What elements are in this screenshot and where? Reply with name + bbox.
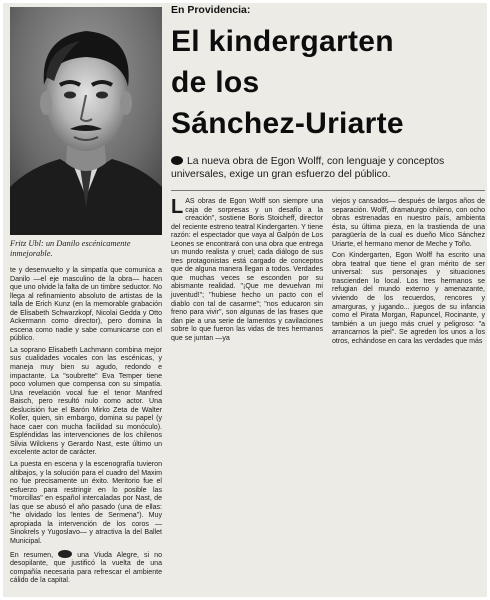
body-column-1 xyxy=(10,267,162,589)
paragraph: viejos y cansados— después de largos años de separación. Wolff, dramaturgo chileno, con ocho obras estrenadas en nuestro país, ambienta ésta, su última pieza, en la trastienda de una paragüería de la cual es dueño Mico Sánchez Uriarte, el hermano menor de Meche y Toño. xyxy=(332,198,485,248)
paragraph-start: En resumen, xyxy=(10,551,54,559)
headline-line-3: Sánchez-Uriarte xyxy=(171,107,404,140)
photo-caption: Fritz Ubl: un Danilo escénicamente inmejorable. xyxy=(10,239,131,258)
newspaper-clipping xyxy=(3,3,487,597)
paragraph: La soprano Elisabeth Lachmann combina mejor sus cualidades vocales con las escénicas, y maneja muy bien su agudo, redondo e impactante. La "soubrette" Eva Temper tiene poco volumen que compensa con su simpatía. Una revelación vocal fue el tenor Manfred Baisch, pero resultó nulo como actor. Una deslucisión fue el Barón Mirko Zeta de Walter Koller, quien, sin embargo, domina su papel (y hace caer con mucha facilidad su monóculo). Espléndidas las intervenciones de los chilenos Silvia Wilckens y Gerardo Nast, este último un excelente actor de carácter. xyxy=(10,346,162,457)
section-label: En Providencia: xyxy=(171,4,251,16)
paragraph xyxy=(171,198,323,343)
bullet-icon xyxy=(171,156,183,165)
divider xyxy=(171,190,485,191)
deck xyxy=(171,155,485,181)
body-column-2 xyxy=(171,198,323,346)
deck-text: La nueva obra de Egon Wolff, con lenguaje y conceptos universales, exige un gran esfuerzo del público. xyxy=(171,156,445,180)
body-column-3 xyxy=(332,198,485,349)
paragraph-rest: una Viuda Alegre, si no desopilante, que justificó la vuelta de una compañía necesaria para refrescar el ambiente cálido de la capital. xyxy=(10,551,162,585)
paragraph xyxy=(10,550,162,586)
portrait-photo xyxy=(10,7,162,235)
paragraph-text: AS obras de Egon Wolff son siempre una caja de sorpresas y un desafío a la creación", sostiene Boris Stoicheff, director del reciente estreno teatral Kindergarten. Y tiene razón: el espectador que vaya al Galpón de Los Leones se encontrará con una obra que entrega un mundo realista y cruel; cada diálogo de sus tres protagonistas está cargado de conceptos que de alguna manera llegan a todos. Verdades que muchas veces se esconden por su abismante realidad. "¡Que me devuelvan mi juventud!"; "hubiese hecho un pacto con el diablo con tal de casarme"; "nos educaron sin freno para vivir", son algunas de las frases que dan pie a una serie de lamentos y cavilaciones sobre lo que fueron las vidas de tres hermanos que se juntan —ya xyxy=(171,198,323,342)
headline-line-2: de los xyxy=(171,66,260,99)
paragraph: La puesta en escena y la escenografía tuvieron altibajos, y la solución para el cuadro del Maxim no fue precisamente un éxito. Meritorio fue el esfuerzo para restringir en lo posible las "morcillas" en español intercaladas por Nast, de las que se abusó el año pasado (una de ellas: "he olvidado los lentes de Sermena"). Muy apropiada la intervención de los coros —Sinokrels y Yugoslavo— y atractiva la del Ballet Municipal. xyxy=(10,461,162,545)
paragraph: te y desenvuelto y la simpatía que comunica a Danilo —el eje masculino de la obra— hacen que uno olvide la falta de un timbre seductor. No llega al refinamiento absoluto de artistas de la talla de Erich Kunz (en la memorable grabación de Elisabeth Schwarzkopf, Nicolai Gedda y Otto Ackermann como director), pero domina la escena como nadie y sabe comunicarse con el público. xyxy=(10,267,162,343)
ink-smudge-icon xyxy=(58,550,72,558)
headline-line-1: El kindergarten xyxy=(171,25,394,58)
paragraph: Con Kindergarten, Egon Wolff ha escrito una obra teatral que tiene el gran mérito de ser universal: sus personajes y situaciones trascienden lo local. Los tres hermanos se refugian del mundo externo y amenazante, viviendo de los recuerdos, rencores y amarguras, y jugando... juegos de su infancia como el Pirata Morgan, Rapuncel, Rocinante, y también a un juego más cruel y peligroso: "a arrancarnos la piel". Se agreden los unos a los otros, echándose en cara las verdades que más xyxy=(332,252,485,345)
drop-cap: L xyxy=(171,196,184,218)
headline xyxy=(171,21,487,144)
